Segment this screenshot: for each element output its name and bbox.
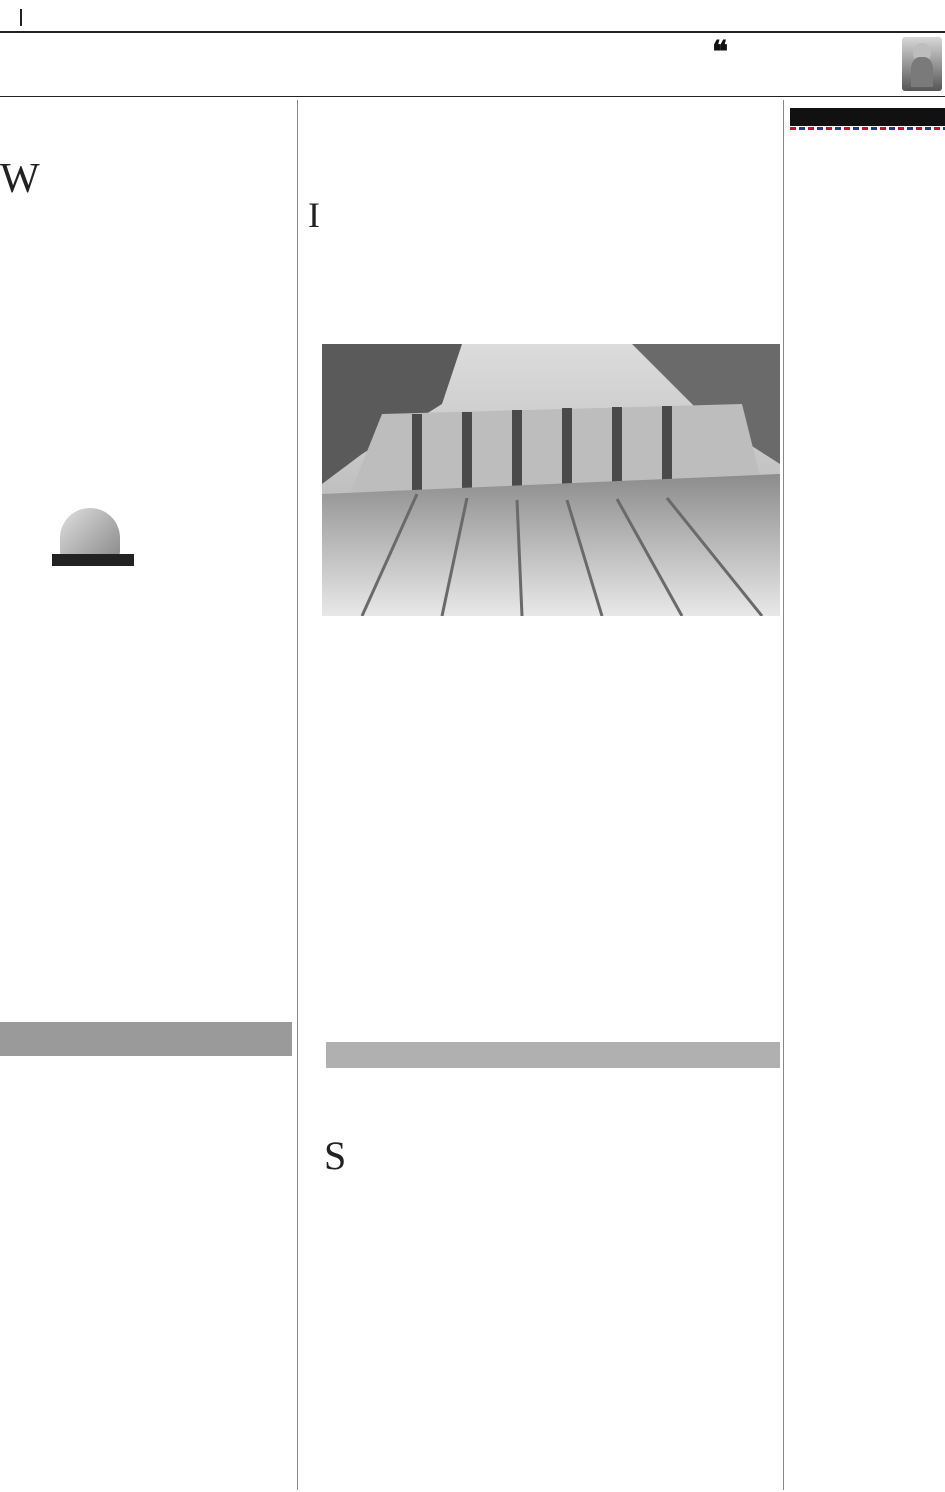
health-column — [477, 1138, 623, 1484]
section-rule — [0, 96, 945, 97]
letters-ribbon — [790, 127, 945, 130]
dams-column — [622, 622, 777, 1006]
dams-column — [622, 198, 777, 338]
health-column — [630, 1138, 778, 1472]
masthead-rule — [0, 31, 945, 33]
letter — [792, 136, 945, 390]
letter — [792, 418, 945, 762]
masthead-divider — [20, 9, 22, 26]
dams-column — [308, 198, 458, 338]
wordsworth-definition — [0, 1075, 292, 1209]
quote-mark-icon: ❝ — [712, 36, 729, 69]
letter — [792, 792, 945, 1472]
dropcap: S — [324, 1138, 347, 1178]
dropcap: W — [0, 160, 40, 202]
health-column — [324, 1138, 470, 1484]
column-divider — [783, 100, 784, 1490]
dams-column — [464, 198, 614, 338]
letters-header — [790, 108, 945, 126]
dam-photo — [322, 344, 780, 616]
dams-column — [300, 622, 458, 1006]
health-banner — [326, 1042, 780, 1068]
wordsworth-banner — [0, 1022, 292, 1056]
column-divider — [297, 100, 298, 1490]
dropcap: I — [308, 198, 320, 235]
aurobindo-portrait — [902, 37, 942, 91]
wordsworth-definition — [0, 1226, 292, 1484]
editorial-body — [0, 160, 292, 1018]
author-photo — [52, 508, 134, 566]
dams-column — [464, 622, 614, 1006]
